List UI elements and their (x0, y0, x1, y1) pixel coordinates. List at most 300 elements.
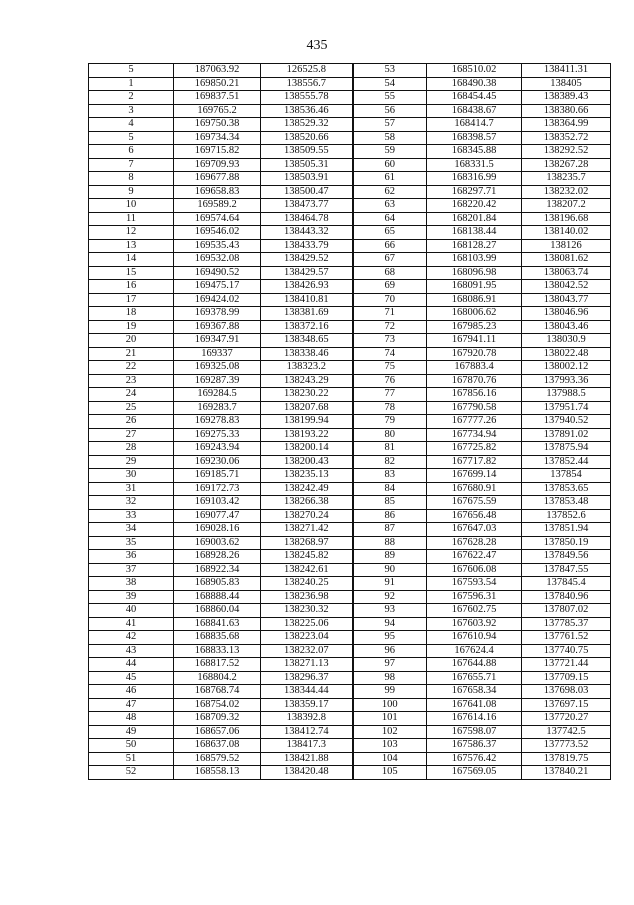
point-number-cell: 64 (353, 212, 427, 226)
point-number-cell: 44 (89, 658, 174, 672)
point-number-cell: 105 (353, 766, 427, 780)
y-coordinate-cell: 138429.57 (261, 266, 353, 280)
y-coordinate-cell: 138193.22 (261, 428, 353, 442)
y-coordinate-cell: 138348.65 (261, 334, 353, 348)
x-coordinate-cell: 169230.06 (174, 455, 261, 469)
x-coordinate-cell: 167985.23 (427, 320, 522, 334)
y-coordinate-cell: 137993.36 (522, 374, 611, 388)
point-number-cell: 24 (89, 388, 174, 402)
x-coordinate-cell: 169284.5 (174, 388, 261, 402)
point-number-cell: 89 (353, 550, 427, 564)
y-coordinate-cell: 137852.6 (522, 509, 611, 523)
y-coordinate-cell: 137852.44 (522, 455, 611, 469)
y-coordinate-cell: 138410.81 (261, 293, 353, 307)
table-row (89, 442, 611, 456)
x-coordinate-cell: 169765.2 (174, 104, 261, 118)
x-coordinate-cell: 168006.62 (427, 307, 522, 321)
coordinates-table-body (89, 64, 611, 780)
x-coordinate-cell: 169367.88 (174, 320, 261, 334)
point-number-cell: 56 (353, 104, 427, 118)
x-coordinate-cell: 167856.16 (427, 388, 522, 402)
point-number-cell: 62 (353, 185, 427, 199)
x-coordinate-cell: 167777.26 (427, 415, 522, 429)
table-row (89, 388, 611, 402)
point-number-cell: 98 (353, 671, 427, 685)
point-number-cell: 19 (89, 320, 174, 334)
x-coordinate-cell: 169185.71 (174, 469, 261, 483)
y-coordinate-cell: 138042.52 (522, 280, 611, 294)
point-number-cell: 20 (89, 334, 174, 348)
x-coordinate-cell: 167598.07 (427, 725, 522, 739)
point-number-cell: 75 (353, 361, 427, 375)
table-row (89, 293, 611, 307)
y-coordinate-cell: 138232.02 (522, 185, 611, 199)
point-number-cell: 4 (89, 118, 174, 132)
y-coordinate-cell: 137845.4 (522, 577, 611, 591)
point-number-cell: 3 (89, 104, 174, 118)
x-coordinate-cell: 169490.52 (174, 266, 261, 280)
x-coordinate-cell: 167883.4 (427, 361, 522, 375)
x-coordinate-cell: 167647.03 (427, 523, 522, 537)
table-row (89, 104, 611, 118)
y-coordinate-cell: 137851.94 (522, 523, 611, 537)
point-number-cell: 33 (89, 509, 174, 523)
y-coordinate-cell: 138411.31 (522, 64, 611, 78)
y-coordinate-cell: 137853.48 (522, 496, 611, 510)
x-coordinate-cell: 168510.02 (427, 64, 522, 78)
x-coordinate-cell: 168086.91 (427, 293, 522, 307)
point-number-cell: 104 (353, 752, 427, 766)
x-coordinate-cell: 167734.94 (427, 428, 522, 442)
x-coordinate-cell: 167644.88 (427, 658, 522, 672)
point-number-cell: 96 (353, 644, 427, 658)
y-coordinate-cell: 138140.02 (522, 226, 611, 240)
point-number-cell: 40 (89, 604, 174, 618)
point-number-cell: 31 (89, 482, 174, 496)
y-coordinate-cell: 138509.55 (261, 145, 353, 159)
y-coordinate-cell: 137819.75 (522, 752, 611, 766)
y-coordinate-cell: 137807.02 (522, 604, 611, 618)
x-coordinate-cell: 168220.42 (427, 199, 522, 213)
point-number-cell: 38 (89, 577, 174, 591)
table-row (89, 658, 611, 672)
y-coordinate-cell: 138323.2 (261, 361, 353, 375)
y-coordinate-cell: 137847.55 (522, 563, 611, 577)
x-coordinate-cell: 168905.83 (174, 577, 261, 591)
point-number-cell: 90 (353, 563, 427, 577)
x-coordinate-cell: 167680.91 (427, 482, 522, 496)
point-number-cell: 36 (89, 550, 174, 564)
table-row (89, 172, 611, 186)
point-number-cell: 45 (89, 671, 174, 685)
x-coordinate-cell: 167641.08 (427, 698, 522, 712)
point-number-cell: 7 (89, 158, 174, 172)
point-number-cell: 51 (89, 752, 174, 766)
point-number-cell: 67 (353, 253, 427, 267)
point-number-cell: 22 (89, 361, 174, 375)
x-coordinate-cell: 168297.71 (427, 185, 522, 199)
x-coordinate-cell: 168345.88 (427, 145, 522, 159)
point-number-cell: 83 (353, 469, 427, 483)
table-row (89, 604, 611, 618)
point-number-cell: 18 (89, 307, 174, 321)
point-number-cell: 65 (353, 226, 427, 240)
point-number-cell: 66 (353, 239, 427, 253)
point-number-cell: 92 (353, 590, 427, 604)
x-coordinate-cell: 167655.71 (427, 671, 522, 685)
y-coordinate-cell: 138196.68 (522, 212, 611, 226)
y-coordinate-cell: 138126 (522, 239, 611, 253)
y-coordinate-cell: 138200.14 (261, 442, 353, 456)
y-coordinate-cell: 138443.32 (261, 226, 353, 240)
x-coordinate-cell: 169837.51 (174, 91, 261, 105)
y-coordinate-cell: 138392.8 (261, 712, 353, 726)
y-coordinate-cell: 138433.79 (261, 239, 353, 253)
y-coordinate-cell: 138200.43 (261, 455, 353, 469)
y-coordinate-cell: 138268.97 (261, 536, 353, 550)
x-coordinate-cell: 169287.39 (174, 374, 261, 388)
table-row (89, 212, 611, 226)
point-number-cell: 93 (353, 604, 427, 618)
x-coordinate-cell: 169677.88 (174, 172, 261, 186)
point-number-cell: 8 (89, 172, 174, 186)
table-row (89, 334, 611, 348)
x-coordinate-cell: 169378.99 (174, 307, 261, 321)
x-coordinate-cell: 167656.48 (427, 509, 522, 523)
x-coordinate-cell: 168637.08 (174, 739, 261, 753)
y-coordinate-cell: 137697.15 (522, 698, 611, 712)
x-coordinate-cell: 168128.27 (427, 239, 522, 253)
table-row (89, 523, 611, 537)
point-number-cell: 95 (353, 631, 427, 645)
y-coordinate-cell: 138240.25 (261, 577, 353, 591)
y-coordinate-cell: 137850.19 (522, 536, 611, 550)
table-row (89, 671, 611, 685)
x-coordinate-cell: 168860.04 (174, 604, 261, 618)
point-number-cell: 27 (89, 428, 174, 442)
x-coordinate-cell: 168657.06 (174, 725, 261, 739)
y-coordinate-cell: 137785.37 (522, 617, 611, 631)
x-coordinate-cell: 167593.54 (427, 577, 522, 591)
y-coordinate-cell: 138043.77 (522, 293, 611, 307)
x-coordinate-cell: 169028.16 (174, 523, 261, 537)
y-coordinate-cell: 138364.99 (522, 118, 611, 132)
x-coordinate-cell: 168922.34 (174, 563, 261, 577)
y-coordinate-cell: 138536.46 (261, 104, 353, 118)
y-coordinate-cell: 138292.52 (522, 145, 611, 159)
point-number-cell: 32 (89, 496, 174, 510)
y-coordinate-cell: 137761.52 (522, 631, 611, 645)
table-row (89, 347, 611, 361)
x-coordinate-cell: 168103.99 (427, 253, 522, 267)
y-coordinate-cell: 137742.5 (522, 725, 611, 739)
y-coordinate-cell: 138230.22 (261, 388, 353, 402)
y-coordinate-cell: 138243.29 (261, 374, 353, 388)
point-number-cell: 74 (353, 347, 427, 361)
x-coordinate-cell: 167870.76 (427, 374, 522, 388)
x-coordinate-cell: 167622.47 (427, 550, 522, 564)
y-coordinate-cell: 138242.49 (261, 482, 353, 496)
y-coordinate-cell: 138381.69 (261, 307, 353, 321)
y-coordinate-cell: 138417.3 (261, 739, 353, 753)
point-number-cell: 73 (353, 334, 427, 348)
y-coordinate-cell: 138267.28 (522, 158, 611, 172)
point-number-cell: 14 (89, 253, 174, 267)
point-number-cell: 37 (89, 563, 174, 577)
x-coordinate-cell: 168438.67 (427, 104, 522, 118)
x-coordinate-cell: 168091.95 (427, 280, 522, 294)
x-coordinate-cell: 168709.32 (174, 712, 261, 726)
x-coordinate-cell: 169003.62 (174, 536, 261, 550)
point-number-cell: 57 (353, 118, 427, 132)
x-coordinate-cell: 169347.91 (174, 334, 261, 348)
x-coordinate-cell: 169278.83 (174, 415, 261, 429)
x-coordinate-cell: 168579.52 (174, 752, 261, 766)
point-number-cell: 101 (353, 712, 427, 726)
point-number-cell: 42 (89, 631, 174, 645)
y-coordinate-cell: 137988.5 (522, 388, 611, 402)
point-number-cell: 12 (89, 226, 174, 240)
y-coordinate-cell: 137951.74 (522, 401, 611, 415)
point-number-cell: 94 (353, 617, 427, 631)
table-row (89, 455, 611, 469)
point-number-cell: 5 (89, 64, 174, 78)
y-coordinate-cell: 138043.46 (522, 320, 611, 334)
point-number-cell: 82 (353, 455, 427, 469)
table-row (89, 401, 611, 415)
x-coordinate-cell: 167602.75 (427, 604, 522, 618)
y-coordinate-cell: 137854 (522, 469, 611, 483)
x-coordinate-cell: 168841.63 (174, 617, 261, 631)
x-coordinate-cell: 167586.37 (427, 739, 522, 753)
x-coordinate-cell: 167624.4 (427, 644, 522, 658)
x-coordinate-cell: 187063.92 (174, 64, 261, 78)
table-row (89, 64, 611, 78)
y-coordinate-cell: 138230.32 (261, 604, 353, 618)
y-coordinate-cell: 138505.31 (261, 158, 353, 172)
y-coordinate-cell: 138242.61 (261, 563, 353, 577)
table-row (89, 617, 611, 631)
x-coordinate-cell: 169574.64 (174, 212, 261, 226)
point-number-cell: 60 (353, 158, 427, 172)
x-coordinate-cell: 167717.82 (427, 455, 522, 469)
y-coordinate-cell: 138223.04 (261, 631, 353, 645)
y-coordinate-cell: 138232.07 (261, 644, 353, 658)
table-row (89, 91, 611, 105)
point-number-cell: 49 (89, 725, 174, 739)
y-coordinate-cell: 138529.32 (261, 118, 353, 132)
y-coordinate-cell: 138426.93 (261, 280, 353, 294)
x-coordinate-cell: 168754.02 (174, 698, 261, 712)
table-row (89, 280, 611, 294)
y-coordinate-cell: 138199.94 (261, 415, 353, 429)
y-coordinate-cell: 138296.37 (261, 671, 353, 685)
point-number-cell: 21 (89, 347, 174, 361)
point-number-cell: 100 (353, 698, 427, 712)
point-number-cell: 84 (353, 482, 427, 496)
y-coordinate-cell: 138555.78 (261, 91, 353, 105)
x-coordinate-cell: 168558.13 (174, 766, 261, 780)
x-coordinate-cell: 167920.78 (427, 347, 522, 361)
table-row (89, 320, 611, 334)
point-number-cell: 28 (89, 442, 174, 456)
table-row (89, 77, 611, 91)
x-coordinate-cell: 169077.47 (174, 509, 261, 523)
table-row (89, 428, 611, 442)
x-coordinate-cell: 169243.94 (174, 442, 261, 456)
x-coordinate-cell: 169275.33 (174, 428, 261, 442)
table-row (89, 577, 611, 591)
table-row (89, 266, 611, 280)
table-row (89, 199, 611, 213)
point-number-cell: 29 (89, 455, 174, 469)
x-coordinate-cell: 167596.31 (427, 590, 522, 604)
table-row (89, 725, 611, 739)
x-coordinate-cell: 168833.13 (174, 644, 261, 658)
point-number-cell: 34 (89, 523, 174, 537)
table-row (89, 374, 611, 388)
x-coordinate-cell: 168138.44 (427, 226, 522, 240)
point-number-cell: 77 (353, 388, 427, 402)
x-coordinate-cell: 169475.17 (174, 280, 261, 294)
y-coordinate-cell: 138520.66 (261, 131, 353, 145)
table-row (89, 226, 611, 240)
x-coordinate-cell: 169172.73 (174, 482, 261, 496)
y-coordinate-cell: 137940.52 (522, 415, 611, 429)
table-row (89, 118, 611, 132)
x-coordinate-cell: 169709.93 (174, 158, 261, 172)
table-row (89, 185, 611, 199)
point-number-cell: 88 (353, 536, 427, 550)
table-row (89, 536, 611, 550)
point-number-cell: 9 (89, 185, 174, 199)
x-coordinate-cell: 167699.14 (427, 469, 522, 483)
x-coordinate-cell: 169546.02 (174, 226, 261, 240)
y-coordinate-cell: 138389.43 (522, 91, 611, 105)
x-coordinate-cell: 168201.84 (427, 212, 522, 226)
table-row (89, 509, 611, 523)
y-coordinate-cell: 138359.17 (261, 698, 353, 712)
point-number-cell: 35 (89, 536, 174, 550)
point-number-cell: 76 (353, 374, 427, 388)
x-coordinate-cell: 168096.98 (427, 266, 522, 280)
x-coordinate-cell: 169658.83 (174, 185, 261, 199)
point-number-cell: 80 (353, 428, 427, 442)
y-coordinate-cell: 138412.74 (261, 725, 353, 739)
point-number-cell: 70 (353, 293, 427, 307)
table-row (89, 563, 611, 577)
table-row (89, 482, 611, 496)
y-coordinate-cell: 137840.96 (522, 590, 611, 604)
y-coordinate-cell: 137891.02 (522, 428, 611, 442)
y-coordinate-cell: 138556.7 (261, 77, 353, 91)
y-coordinate-cell: 138236.98 (261, 590, 353, 604)
x-coordinate-cell: 168454.45 (427, 91, 522, 105)
x-coordinate-cell: 169337 (174, 347, 261, 361)
y-coordinate-cell: 138473.77 (261, 199, 353, 213)
x-coordinate-cell: 168928.26 (174, 550, 261, 564)
point-number-cell: 78 (353, 401, 427, 415)
table-row (89, 253, 611, 267)
x-coordinate-cell: 167790.58 (427, 401, 522, 415)
point-number-cell: 86 (353, 509, 427, 523)
table-row (89, 712, 611, 726)
y-coordinate-cell: 126525.8 (261, 64, 353, 78)
point-number-cell: 85 (353, 496, 427, 510)
point-number-cell: 10 (89, 199, 174, 213)
point-number-cell: 47 (89, 698, 174, 712)
y-coordinate-cell: 137709.15 (522, 671, 611, 685)
x-coordinate-cell: 168414.7 (427, 118, 522, 132)
y-coordinate-cell: 138225.06 (261, 617, 353, 631)
y-coordinate-cell: 138405 (522, 77, 611, 91)
point-number-cell: 53 (353, 64, 427, 78)
x-coordinate-cell: 168768.74 (174, 685, 261, 699)
point-number-cell: 59 (353, 145, 427, 159)
point-number-cell: 71 (353, 307, 427, 321)
table-row (89, 469, 611, 483)
x-coordinate-cell: 169325.08 (174, 361, 261, 375)
y-coordinate-cell: 138002.12 (522, 361, 611, 375)
table-row (89, 685, 611, 699)
point-number-cell: 6 (89, 145, 174, 159)
coordinates-table (88, 63, 611, 780)
point-number-cell: 46 (89, 685, 174, 699)
point-number-cell: 102 (353, 725, 427, 739)
x-coordinate-cell: 169103.42 (174, 496, 261, 510)
y-coordinate-cell: 137840.21 (522, 766, 611, 780)
x-coordinate-cell: 169424.02 (174, 293, 261, 307)
y-coordinate-cell: 138030.9 (522, 334, 611, 348)
table-row (89, 590, 611, 604)
point-number-cell: 41 (89, 617, 174, 631)
y-coordinate-cell: 138081.62 (522, 253, 611, 267)
point-number-cell: 25 (89, 401, 174, 415)
table-row (89, 550, 611, 564)
table-row (89, 415, 611, 429)
point-number-cell: 68 (353, 266, 427, 280)
y-coordinate-cell: 137853.65 (522, 482, 611, 496)
x-coordinate-cell: 167941.11 (427, 334, 522, 348)
point-number-cell: 1 (89, 77, 174, 91)
y-coordinate-cell: 138420.48 (261, 766, 353, 780)
point-number-cell: 11 (89, 212, 174, 226)
x-coordinate-cell: 169283.7 (174, 401, 261, 415)
x-coordinate-cell: 167658.34 (427, 685, 522, 699)
point-number-cell: 99 (353, 685, 427, 699)
y-coordinate-cell: 138266.38 (261, 496, 353, 510)
point-number-cell: 5 (89, 131, 174, 145)
x-coordinate-cell: 167628.28 (427, 536, 522, 550)
x-coordinate-cell: 169750.38 (174, 118, 261, 132)
table-row (89, 766, 611, 780)
table-row (89, 631, 611, 645)
point-number-cell: 30 (89, 469, 174, 483)
y-coordinate-cell: 138421.88 (261, 752, 353, 766)
table-row (89, 131, 611, 145)
y-coordinate-cell: 138271.42 (261, 523, 353, 537)
point-number-cell: 15 (89, 266, 174, 280)
y-coordinate-cell: 138270.24 (261, 509, 353, 523)
point-number-cell: 87 (353, 523, 427, 537)
y-coordinate-cell: 138207.68 (261, 401, 353, 415)
x-coordinate-cell: 167614.16 (427, 712, 522, 726)
y-coordinate-cell: 138372.16 (261, 320, 353, 334)
point-number-cell: 103 (353, 739, 427, 753)
point-number-cell: 79 (353, 415, 427, 429)
x-coordinate-cell: 169715.82 (174, 145, 261, 159)
x-coordinate-cell: 168804.2 (174, 671, 261, 685)
